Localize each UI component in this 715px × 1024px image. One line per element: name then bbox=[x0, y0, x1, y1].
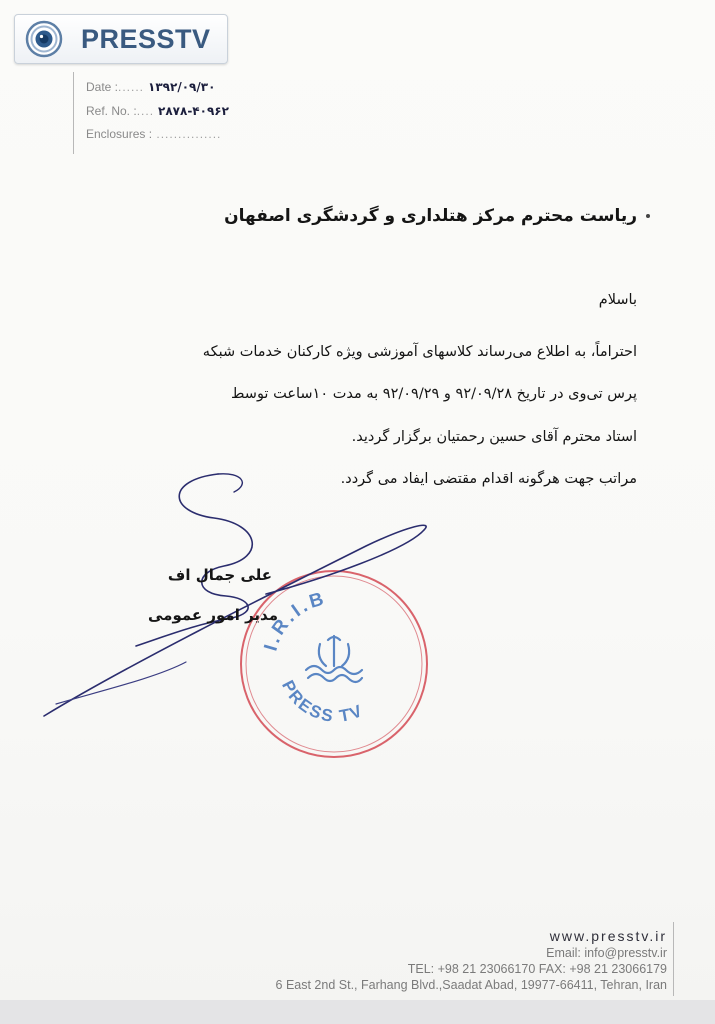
body-line-2: پرس تی‌وی در تاریخ ۹۲/۰۹/۲۸ و ۹۲/۰۹/۲۹ به مدت ۱۰ساعت توسط bbox=[231, 386, 637, 402]
footer-website: www.presstv.ir bbox=[549, 928, 667, 944]
body-line-4: مراتب جهت هرگونه اقدام مقتضی ایفاد می گردد. bbox=[340, 471, 637, 487]
signatory-name: علی جمال اف bbox=[167, 566, 272, 584]
ref-label: Ref. No. : bbox=[86, 104, 137, 118]
date-row bbox=[86, 80, 215, 94]
scan-edge-band bbox=[0, 1000, 715, 1024]
footer-tel-fax: TEL: +98 21 23066170 FAX: +98 21 23066179 bbox=[407, 962, 667, 976]
recipient-bullet bbox=[646, 214, 650, 218]
recipient-line: ریاست محترم مرکز هتلداری و گردشگری اصفهان bbox=[224, 206, 637, 226]
footer-divider bbox=[673, 922, 674, 996]
handwritten-signature bbox=[36, 466, 436, 726]
meta-divider bbox=[73, 72, 74, 154]
stamp-bottom-text: PRESS TV bbox=[278, 677, 367, 726]
ref-value: ۲۸۷۸-۴۰۹۶۲ bbox=[158, 104, 229, 118]
logo-wordmark: PRESSTV bbox=[81, 24, 211, 54]
signatory-title: مدیر امور عمومی bbox=[148, 606, 278, 624]
stamp-top-text: I.R.I.B bbox=[260, 588, 329, 654]
date-label: Date : bbox=[86, 80, 119, 94]
date-value: ۱۳۹۲/۰۹/۳۰ bbox=[148, 80, 216, 94]
greeting: باسلام bbox=[598, 292, 637, 308]
footer-email: Email: info@presstv.ir bbox=[546, 946, 667, 960]
ref-dots: .... bbox=[136, 104, 155, 118]
presstv-logo bbox=[14, 14, 228, 64]
body-line-1: احتراماً، به اطلاع می‌رساند کلاسهای آموزشی ویژه کارکنان خدمات شبکه bbox=[202, 344, 637, 360]
presstv-eye-icon bbox=[25, 20, 63, 58]
enclosures-row bbox=[86, 127, 221, 141]
date-dots: ...... bbox=[118, 80, 145, 94]
enclosures-dots: ............... bbox=[152, 127, 222, 141]
enclosures-label: Enclosures : bbox=[86, 127, 153, 141]
ref-row bbox=[86, 104, 229, 118]
footer-address: 6 East 2nd St., Farhang Blvd.,Saadat Abad, 19977-66411, Tehran, Iran bbox=[275, 978, 667, 992]
body-line-3: استاد محترم آقای حسین رحمتیان برگزار گردید. bbox=[351, 429, 637, 445]
